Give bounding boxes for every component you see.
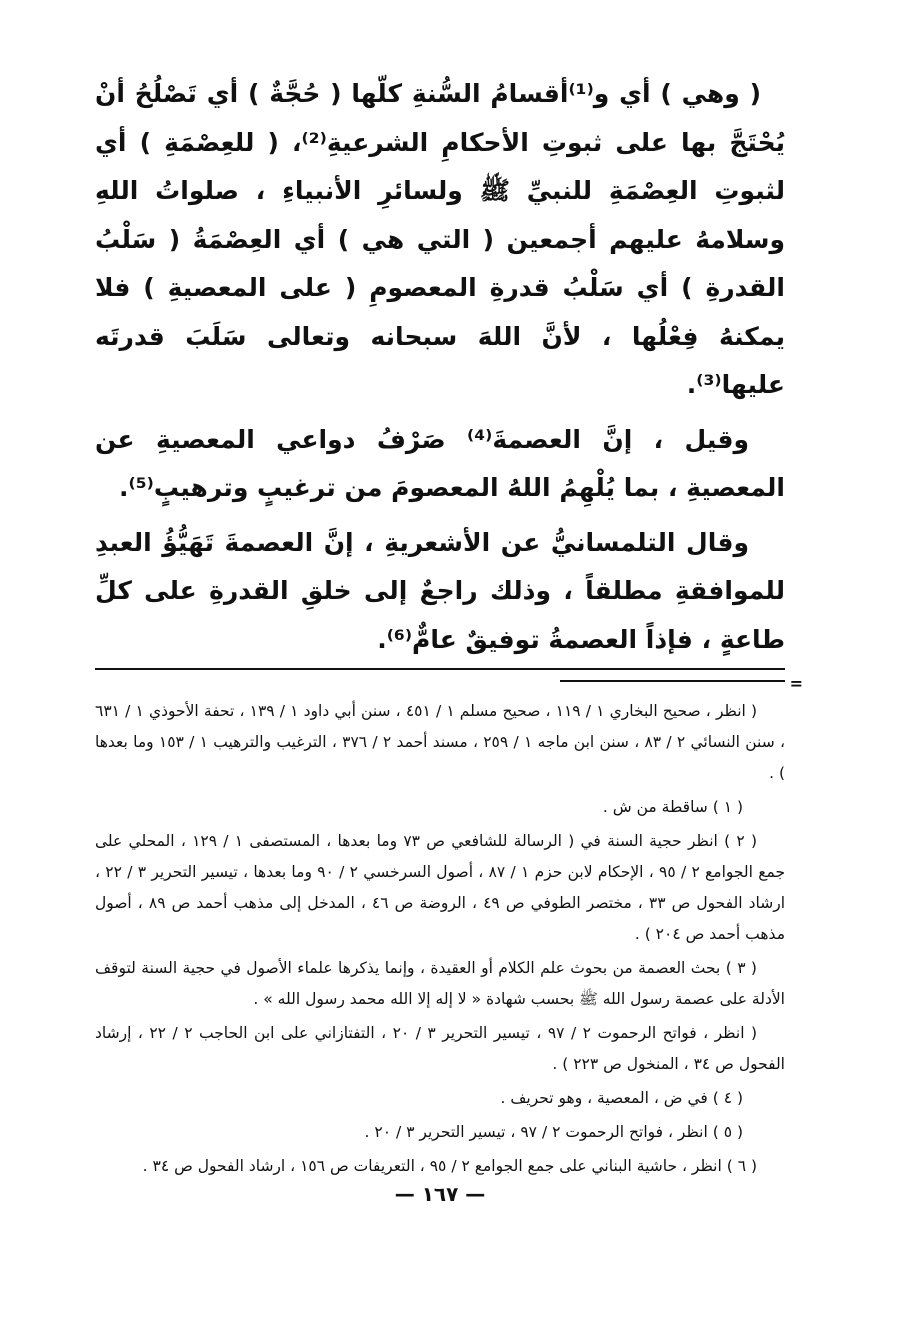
footnote-continued: ( انظر ، صحيح البخاري ١ / ١١٩ ، صحيح مسلم ١ / ٤٥١ ، سنن أبي داود ١ / ١٣٩ ، تحفة الأحوذي ١ / ٦٣١ ، سنن النسائي ٢ / ٨٣ ، سنن ابن ماجه ١ / ٢٥٩ ، مسند أحمد ٢ / ٣٧٦ ، الترغيب والترهيب ١ / ١٥٣ وما بعدها ) . (95, 702, 785, 782)
continuation-mark: = (789, 674, 803, 693)
footnote-3: ( ٣ ) بحث العصمة من بحوث علم الكلام أو العقيدة ، وإنما يذكرها علماء الأصول في حجية السنة لتوقف الأدلة على عصمة رسول الله ﷺ بحسب شهادة « لا إله إلا الله محمد رسول الله » . (95, 959, 785, 1008)
footnote-6: ( ٦ ) انظر ، حاشية البناني على جمع الجوامع ٢ / ٩٥ ، التعريفات ص ١٥٦ ، ارشاد الفحول ص ٣٤ . (142, 1157, 757, 1175)
footnotes (95, 696, 785, 1182)
footnote-separator (560, 680, 785, 682)
footnote-4: ( ٤ ) في ض ، المعصية ، وهو تحريف . (500, 1089, 743, 1107)
paragraph-definition: ( وهي ) أي و⁽¹⁾أقسامُ السُّنةِ كلّها ( حُجَّةٌ ) أي تَصْلُحُ أنْ يُحْتَجَّ بها على ثبوتِ الأحكامِ الشرعيةِ⁽²⁾، ( للعِصْمَةِ ) أي لثبوتِ العِصْمَةِ للنبيِّ ﷺ ولسائرِ الأنبياءِ ، صلواتُ اللهِ وسلامهُ عليهم أجمعين ( التي هي ) أي العِصْمَةُ ( سَلْبُ القدرةِ ) أي سَلْبُ قدرةِ المعصومِ ( على المعصيةِ ) فلا يمكنهُ فِعْلُها ، لأنَّ اللهَ سبحانه وتعالى سَلَبَ قدرتَه عليها⁽³⁾. (95, 79, 786, 399)
footnote-3-continued: ( انظر ، فواتح الرحموت ٢ / ٩٧ ، تيسير التحرير ٣ / ٢٠ ، التفتازاني على ابن الحاجب ٢ / ٢٢ ، إرشاد الفحول ص ٣٤ ، المنخول ص ٢٢٣ ) . (95, 1024, 785, 1073)
page-number: — ١٦٧ — (394, 1182, 486, 1206)
footnote-1: ( ١ ) ساقطة من ش . (602, 798, 743, 816)
paragraph-second-opinion: وقيل ، إنَّ العصمةَ⁽⁴⁾ صَرْفُ دواعي المعصيةِ عن المعصيةِ ، بما يُلْهِمُ اللهُ المعصومَ من ترغيبٍ وترهيبٍ⁽⁵⁾. (95, 424, 785, 502)
book-page (95, 70, 803, 1290)
footnote-2: ( ٢ ) انظر حجية السنة في ( الرسالة للشافعي ص ٧٣ وما بعدها ، المستصفى ١ / ١٢٩ ، المحلي على جمع الجوامع ٢ / ٩٥ ، الإحكام لابن حزم ١ / ٨٧ ، أصول السرخسي ٢ / ٩٠ وما بعدها ، تيسير التحرير ٣ / ٢٢ ، ارشاد الفحول ص ٣٣ ، مختصر الطوفي ص ٤٩ ، الروضة ص ٤٦ ، المدخل إلى مذهب أحمد ص ٨٩ ، أصول مذهب أحمد ص ٢٠٤ ) . (95, 832, 786, 943)
footnote-5: ( ٥ ) انظر ، فواتح الرحموت ٢ / ٩٧ ، تيسير التحرير ٣ / ٢٠ . (364, 1123, 743, 1141)
main-text (95, 70, 785, 670)
footnote-separator-row (95, 674, 803, 696)
paragraph-tilimsani: وقال التلمسانيُّ عن الأشعريةِ ، إنَّ العصمةَ تَهَيُّؤُ العبدِ للموافقةِ مطلقاً ، وذلك راجعٌ إلى خلقِ القدرةِ على كلِّ طاعةٍ ، فإذاً العصمةُ توفيقٌ عامٌّ⁽⁶⁾. (95, 519, 785, 671)
